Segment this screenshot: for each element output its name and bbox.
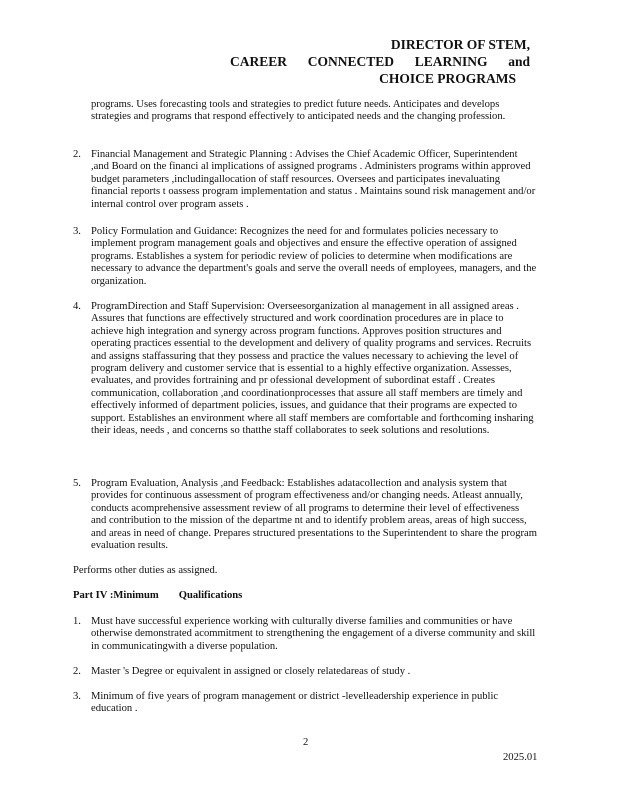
header-title-line-3: CHOICE PROGRAMS — [379, 71, 516, 86]
list-item-text: ProgramDirection and Staff Supervision: Overseesorganization al management in all assigned areas . Assures that functions are effectively structured and work coordination procedures are in place to achieve high integration and synergy across program functions. Approves position structures and operating practices essential to the development and delivery of quality programs and services. Recruits and assigns staffassuring that they possess and practice the values necessary to achieving the level of program delivery and customer service that is essential to a highly effective organization. Assesses, evaluates, and provides fortraining and pr ofessional development of subordinat estaff . Creates communication, collaboration ,and coordinationprocesses that assure all staff members are timely and effectively informed of department policies, issues, and guidance that their programs are expected to support. Establishes an environment where all staff members are comfortable and forthcoming insharing their ideas, needs , and concerns so thatthe staff collaborates to seek solutions and resolutions. — [91, 301, 534, 437]
list-item — [73, 691, 537, 716]
revision-code: 2025.01 — [503, 752, 538, 763]
page-number: 2 — [303, 737, 309, 748]
list-item-text: Master 's Degree or equivalent in assigned or closely relatedareas of study . — [91, 666, 411, 677]
list-item-text: Minimum of five years of program management or district -levelleadership experience in public education . — [91, 691, 499, 715]
section-label: Part IV :Minimum — [73, 590, 159, 601]
header-title-line-2: CAREER CONNECTED LEARNING and — [230, 54, 530, 69]
header-title-line-1: DIRECTOR OF STEM, — [390, 37, 530, 52]
section-title: Qualifications — [178, 590, 243, 601]
section-heading — [73, 590, 242, 601]
list-item — [73, 301, 537, 437]
list-item-text: Program Evaluation, Analysis ,and Feedback: Establishes adatacollection and analysis system that provides for continuous assessment of program effectiveness and/or changing needs. Atleast annually, conducts acomprehensive assessment review of all programs to determine their level of effectiveness and contribution to the mission of the departme nt and to identify problem areas, areas of high success, and areas in need of change. Prepares structured presentations to the Superintendent to share the program evaluation results. — [91, 478, 537, 552]
duty-1-continuation: programs. Uses forecasting tools and strategies to predict future needs. Anticipates and develops strategies and programs that respond effectively to anticipated needs and the changing profession. — [91, 99, 506, 123]
duty-list-item-2 — [73, 149, 537, 211]
qualification-item-2 — [73, 666, 537, 678]
list-item — [73, 616, 537, 653]
list-item — [73, 226, 537, 288]
duty-list-item-4 — [73, 301, 537, 437]
list-item — [73, 149, 537, 211]
list-number: 4. — [73, 301, 81, 312]
list-item — [73, 478, 537, 552]
duty-list-item-3 — [73, 226, 537, 288]
list-number: 2. — [73, 149, 81, 160]
qualification-item-3 — [73, 691, 537, 716]
duty-list-item-5 — [73, 478, 537, 552]
qualification-item-1 — [73, 616, 537, 653]
other-duties-text: Performs other duties as assigned. — [73, 565, 218, 576]
list-number: 3. — [73, 226, 81, 237]
list-item-text: Policy Formulation and Guidance: Recognizes the need for and formulates policies necessary to implement program management goals and objectives and ensure the effective operation of assigned programs. Establishes a system for periodic review of policies to determine when modifications are necessary to advance the department's goals and serve the overall needs of employees, managers, and the organization. — [91, 226, 537, 287]
list-number: 2. — [73, 666, 81, 677]
list-number: 3. — [73, 691, 81, 702]
list-number: 1. — [73, 616, 81, 627]
list-item-text: Financial Management and Strategic Planning : Advises the Chief Academic Officer, Superintendent ,and Board on the financi al implications of assigned programs . Administers programs within approved budget parameters ,includingallocation of staff resources. Oversees and participates inevaluating financial reports t oassess program implementation and status . Maintains sound risk management and/or internal control over program assets . — [91, 149, 536, 210]
list-item — [73, 666, 537, 678]
document-header — [230, 36, 530, 87]
list-number: 5. — [73, 478, 81, 489]
list-item-text: Must have successful experience working with culturally diverse families and communities or have otherwise demonstrated acommitment to strengthening the engagement of a diverse community and skill in communicatingwith a diverse population. — [91, 616, 536, 652]
